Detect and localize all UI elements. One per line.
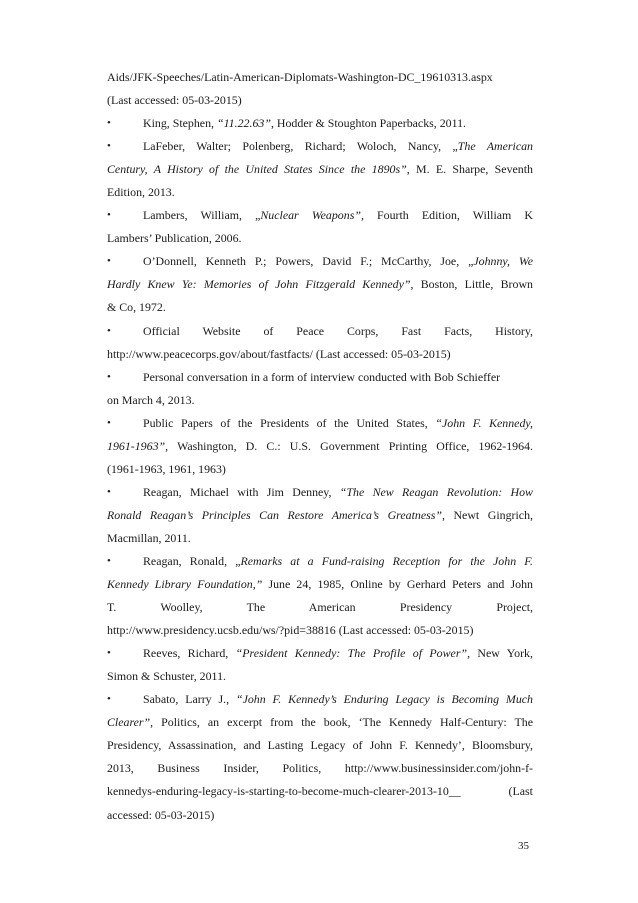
entry-title: Remarks at a Fund-raising Reception for the John F. [240, 553, 533, 568]
bullet-icon: • [107, 140, 111, 153]
entry-text: , Hodder & Stoughton Paperbacks, 2011. [270, 116, 467, 131]
entry-title: The American [457, 139, 533, 154]
bibliography-entry [107, 204, 533, 227]
bullet-icon: • [107, 554, 111, 567]
page-number: 35 [518, 840, 529, 852]
bibliography-entry [107, 481, 533, 504]
bibliography-entry [107, 688, 533, 711]
text-line: on March 4, 2013. [107, 392, 195, 407]
text-line [107, 273, 533, 296]
entry-title: Kennedy Library Foundation,” [107, 577, 263, 592]
entry-link: http://www.presidency.ucsb.edu/ws/?pid=38816 (Last accessed: 05-03-2015) [107, 623, 474, 638]
bullet-icon: • [107, 416, 111, 429]
entry-text: , M. E. Sharpe, Seventh [406, 162, 533, 177]
text-line: Macmillan, 2011. [107, 530, 191, 545]
bullet-icon: • [107, 370, 111, 383]
entry-title: “11.22.63” [216, 116, 271, 131]
entry-title: “John F. Kennedy’s Enduring Legacy is Becoming Much [235, 692, 533, 707]
entry-title: 1961-1963” [107, 438, 166, 453]
entry-text: Official Website of Peace Corps, Fast Facts, History, [143, 323, 533, 338]
entry-text: , Fourth Edition, William K [360, 208, 533, 223]
entry-title: Century, A History of the United States Since the 1890s” [107, 162, 407, 177]
entry-text: , Washington, D. C.: U.S. Government Printing Office, 1962-1964. [165, 438, 533, 453]
bibliography-entry [107, 250, 533, 273]
entry-title: “John F. Kennedy, [435, 415, 533, 430]
entry-text: , Boston, Little, Brown [410, 277, 533, 292]
bullet-icon: • [107, 117, 111, 130]
entry-title: Ronald Reagan’s Principles Can Restore America’s Greatness” [107, 507, 442, 522]
text-line [107, 158, 533, 181]
entry-title: Clearer” [107, 715, 151, 730]
entry-text: Reeves, Richard, [143, 646, 236, 661]
bibliography-entry [107, 320, 533, 343]
text-line: Edition, 2013. [107, 185, 175, 200]
entry-title: Hardly Knew Ye: Memories of John Fitzgerald Kennedy” [107, 277, 411, 292]
entry-text: O’Donnell, Kenneth P.; Powers, David F.; McCarthy, Joe, „ [143, 254, 474, 269]
bullet-icon: • [107, 693, 111, 706]
entry-text: Sabato, Larry J., [143, 692, 236, 707]
bibliography-entry [107, 366, 533, 389]
entry-text: , New York, [467, 646, 533, 661]
text-line: kennedys-enduring-legacy-is-starting-to-become-much-clearer-2013-10__ (Last [107, 784, 533, 799]
bullet-icon: • [107, 485, 111, 498]
bullet-icon: • [107, 209, 111, 222]
bibliography-entry [107, 642, 533, 665]
entry-text: June 24, 1985, Online by Gerhard Peters and John [262, 577, 533, 592]
entry-title: “President Kennedy: The Profile of Power” [235, 646, 468, 661]
entry-title: Nuclear Weapons” [260, 208, 361, 223]
entry-link: http://www.peacecorps.gov/about/fastfacts/ (Last accessed: 05-03-2015) [107, 346, 451, 361]
entry-title: Johnny, We [473, 254, 533, 269]
entry-text: LaFeber, Walter; Polenberg, Richard; Woloch, Nancy, „ [143, 139, 458, 154]
bibliography-page [107, 66, 533, 827]
text-line: 2013, Business Insider, Politics, http://www.businessinsider.com/john-f- [107, 761, 533, 776]
text-line: Lambers’ Publication, 2006. [107, 231, 242, 246]
text-line: & Co, 1972. [107, 300, 166, 315]
entry-text: King, Stephen, [143, 116, 217, 131]
text-line: (1961-1963, 1961, 1963) [107, 461, 226, 476]
entry-text: , Politics, an excerpt from the book, ‘The Kennedy Half-Century: The [150, 715, 533, 730]
entry-text: Personal conversation in a form of interview conducted with Bob Schieffer [143, 369, 501, 384]
entry-title: “The New Reagan Revolution: How [339, 484, 533, 499]
text-line: accessed: 05-03-2015) [107, 807, 215, 822]
bibliography-entry [107, 135, 533, 158]
bullet-icon: • [107, 255, 111, 268]
entry-text: Lambers, William, „ [143, 208, 261, 223]
text-line [107, 435, 533, 458]
bibliography-entry [107, 550, 533, 573]
text-line: Presidency, Assassination, and Lasting Legacy of John F. Kennedy’, Bloomsbury, [107, 738, 533, 753]
entry-text: Reagan, Ronald, „ [143, 553, 241, 568]
text-line: Simon & Schuster, 2011. [107, 669, 226, 684]
entry-text: Reagan, Michael with Jim Denney, [143, 484, 340, 499]
entry-text: Public Papers of the Presidents of the United States, [143, 415, 436, 430]
text-line: Aids/JFK-Speeches/Latin-American-Diplomats-Washington-DC_19610313.aspx [107, 70, 493, 84]
text-line [107, 504, 533, 527]
text-line: T. Woolley, The American Presidency Project, [107, 600, 533, 615]
entry-text: , Newt Gingrich, [441, 507, 533, 522]
text-line [107, 573, 533, 596]
text-line: (Last accessed: 05-03-2015) [107, 93, 242, 108]
bullet-icon: • [107, 647, 111, 660]
bibliography-entry [107, 112, 533, 135]
bullet-icon: • [107, 324, 111, 337]
bibliography-entry [107, 412, 533, 435]
text-line [107, 711, 533, 734]
